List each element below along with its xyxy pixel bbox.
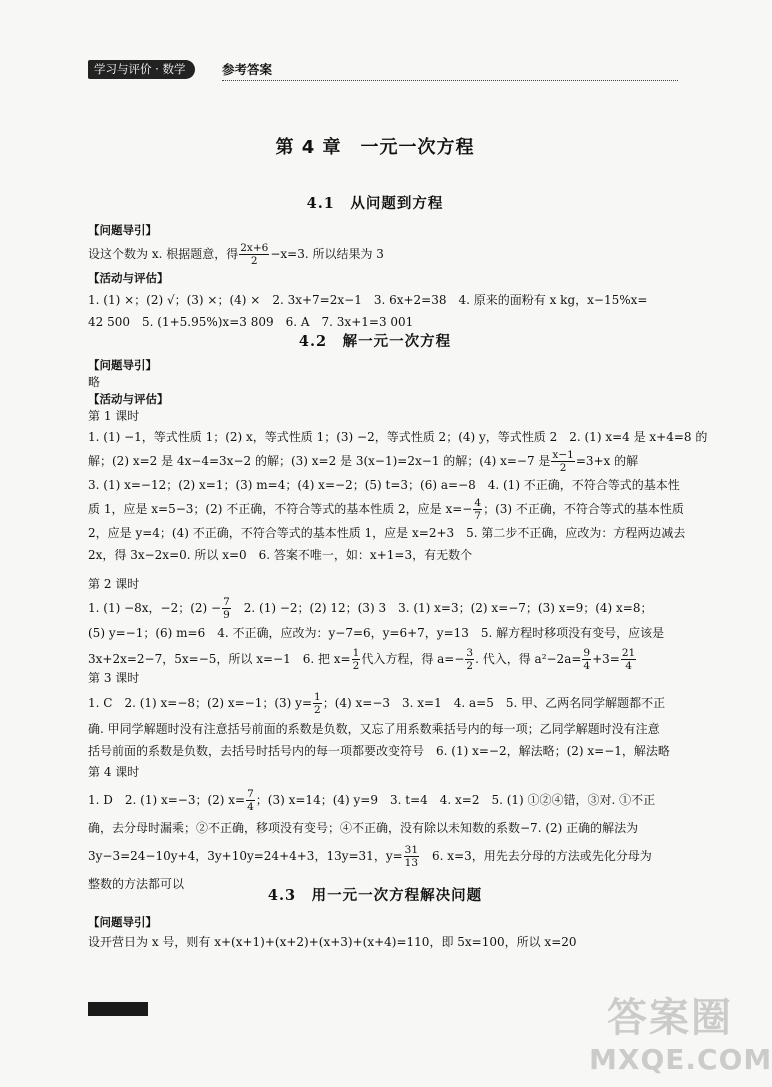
- watermark-text: 答案圈: [607, 995, 733, 1041]
- fraction: [313, 691, 322, 716]
- text-run: 3x+2x=2−7，5x=−5，所以 x=−1 6. 把 x=: [88, 652, 351, 666]
- numerator: 4: [474, 497, 482, 509]
- lesson-2-answers: [88, 594, 674, 674]
- text-run: 2. (1) −2；(2) 12；(3) 3 3. (1) x=3；(2) x=−7；(3) x=9；(4) x=8；: [231, 601, 653, 615]
- text-run: ；(3) x=14；(4) y=9 3. t=4 4. x=2 5. (1) ①②④错，③对. ①不正: [255, 793, 656, 807]
- lesson-label-1: 第 1 课时: [88, 409, 140, 423]
- answer-line: [88, 448, 674, 474]
- section-title-4-1: 4.1 从问题到方程: [306, 195, 444, 212]
- watermark-url: MXQE.COM: [589, 1043, 772, 1076]
- text-run: ；(3) 不正确，不符合等式的基本性质: [483, 502, 684, 516]
- denominator: 13: [404, 857, 419, 869]
- text-run: ；(4) x=−3 3. x=1 4. a=5 5. 甲、乙两名同学解题都不正: [322, 696, 666, 710]
- denominator: 2: [352, 660, 360, 672]
- fraction: [222, 596, 231, 621]
- denominator: 4: [583, 660, 591, 672]
- denominator: 4: [247, 801, 254, 813]
- tag-problem-guide: 【问题导引】: [88, 223, 157, 237]
- answer-line: (5) y=−1；(6) m=6 4. 不正确，应改为：y−7=6，y=6+7，y=13 5. 解方程时移项没有变号，应该是: [88, 626, 665, 640]
- tag-activity-eval: 【活动与评估】: [88, 271, 169, 285]
- answer-line: [88, 784, 674, 816]
- numerator: 2x+6: [240, 242, 269, 254]
- numerator: 1: [352, 647, 360, 659]
- tag-problem-guide: 【问题导引】: [88, 358, 157, 372]
- answer-line: 42 500 5. (1+5.95%)x=3 809 6. A 7. 3x+1=3 001: [88, 315, 414, 329]
- fraction: [473, 497, 482, 522]
- lesson-label-4: 第 4 课时: [88, 765, 140, 779]
- answer-line: 略: [88, 375, 101, 389]
- tag-problem-guide: 【问题导引】: [88, 915, 157, 929]
- text-run: 3y−3=24−10y+4，3y+10y=24+4+3，13y=31，y=: [88, 849, 403, 863]
- answer-line: 整数的方法都可以: [88, 877, 185, 891]
- page-header: [88, 60, 678, 80]
- answer-line: 括号前面的系数是负数，去括号时括号内的每一项都要改变符号 6. (1) x=−2，解法略；(2) x=−1，解法略: [88, 744, 670, 758]
- denominator: 7: [474, 510, 482, 522]
- answer-line: [88, 594, 674, 622]
- answer-line: 2，应是 y=4；(4) 不正确，不符合等式的基本性质 1，应是 x=2+3 5. 第二步不正确，应改为：方程两边减去: [88, 526, 686, 540]
- lesson-label-2: 第 2 课时: [88, 577, 140, 591]
- answer-line: 设开营日为 x 号，则有 x+(x+1)+(x+2)+(x+3)+(x+4)=110，即 5x=100，所以 x=20: [88, 935, 577, 949]
- numerator: 21: [621, 647, 636, 659]
- chapter-title: 第 4 章 一元一次方程: [275, 137, 475, 158]
- header-label: 参考答案: [222, 62, 273, 77]
- numerator: 9: [583, 647, 591, 659]
- text-run: 代入方程，得 a=−: [361, 652, 465, 666]
- answer-line: 1. (1) ×；(2) √；(3) ×；(4) × 2. 3x+7=2x−1 3. 6x+2=38 4. 原来的面粉有 x kg，x−15%x=: [88, 293, 648, 307]
- denominator: 2: [314, 704, 321, 716]
- answer-line: 确，去分母时漏乘；②不正确，移项没有变号；④不正确，没有除以未知数的系数−7. (2) 正确的解法为: [88, 821, 639, 835]
- text-run: =3+x 的解: [575, 454, 639, 468]
- section-4-1-body: [88, 219, 674, 333]
- fraction: [551, 449, 574, 474]
- section-4-3-body: [88, 912, 674, 952]
- text-run: 1. C 2. (1) x=−8；(2) x=−1；(3) y=: [88, 696, 313, 710]
- answer-line: [88, 241, 674, 267]
- text-run: . 代入，得 a²−2a=: [475, 652, 582, 666]
- footer-bar: [88, 1002, 148, 1016]
- answer-line: 2x，得 3x−2x=0. 所以 x=0 6. 答案不唯一，如：x+1=3，有无数个: [88, 548, 473, 562]
- lesson-label-3: 第 3 课时: [88, 671, 140, 685]
- book-badge: 学习与评价 · 数学: [88, 60, 195, 79]
- section-4-2-body: [88, 357, 674, 425]
- lesson-2-label: [88, 574, 674, 594]
- answer-line: [88, 688, 674, 718]
- lesson-3-answers: [88, 688, 674, 762]
- answer-line: 1. (1) −1，等式性质 1；(2) x，等式性质 1；(3) −2，等式性质 2；(4) y，等式性质 2 2. (1) x=4 是 x+4=8 的: [88, 430, 708, 444]
- numerator: 31: [404, 844, 419, 856]
- denominator: 9: [223, 609, 230, 621]
- denominator: 2: [466, 660, 474, 672]
- answer-line: [88, 496, 684, 522]
- numerator: 1: [314, 691, 321, 703]
- text-run: −x=3. 所以结果为 3: [270, 247, 384, 261]
- fraction: [246, 788, 255, 813]
- section-title-4-3: 4.3 用一元一次方程解决问题: [267, 887, 483, 904]
- text-run: 6. x=3，用先去分母的方法或先化分母为: [420, 849, 652, 863]
- watermark: [585, 995, 772, 1087]
- lesson-4-answers: [88, 784, 674, 896]
- lesson-3-label: [88, 668, 674, 688]
- denominator: 2: [250, 255, 258, 267]
- tag-activity-eval: 【活动与评估】: [88, 392, 169, 406]
- text-run: 1. (1) −8x，−2；(2) −: [88, 601, 222, 615]
- fraction: [404, 844, 419, 869]
- text-run: 设这个数为 x. 根据题意，得: [88, 247, 239, 261]
- denominator: 4: [625, 660, 632, 672]
- header-rule: [222, 80, 678, 81]
- answer-line: [88, 840, 674, 872]
- text-run: 解；(2) x=2 是 4x−4=3x−2 的解；(3) x=2 是 3(x−1)=2x−1 的解；(4) x=−7 是: [88, 454, 551, 468]
- numerator: 3: [466, 647, 474, 659]
- text-run: 质 1，应是 x=5−3；(2) 不正确，不符合等式的基本性质 2，应是 x=−: [88, 502, 473, 516]
- numerator: 7: [223, 596, 230, 608]
- lesson-1-answers: [88, 426, 708, 566]
- answer-line: 3. (1) x=−12；(2) x=1；(3) m=4；(4) x=−2；(5) t=3；(6) a=−8 4. (1) 不正确，不符合等式的基本性: [88, 478, 680, 492]
- answer-line: 确. 甲同学解题时没有注意括号前面的系数是负数，又忘了用系数乘括号内的每一项；乙同学解题时没有注意: [88, 722, 660, 736]
- lesson-4-label: [88, 762, 674, 782]
- section-title-4-2: 4.2 解一元一次方程: [298, 333, 452, 350]
- fraction: [239, 242, 269, 267]
- numerator: 7: [247, 788, 254, 800]
- numerator: x−1: [552, 449, 574, 461]
- text-run: +3=: [592, 652, 620, 666]
- text-run: 1. D 2. (1) x=−3；(2) x=: [88, 793, 246, 807]
- denominator: 2: [559, 462, 567, 474]
